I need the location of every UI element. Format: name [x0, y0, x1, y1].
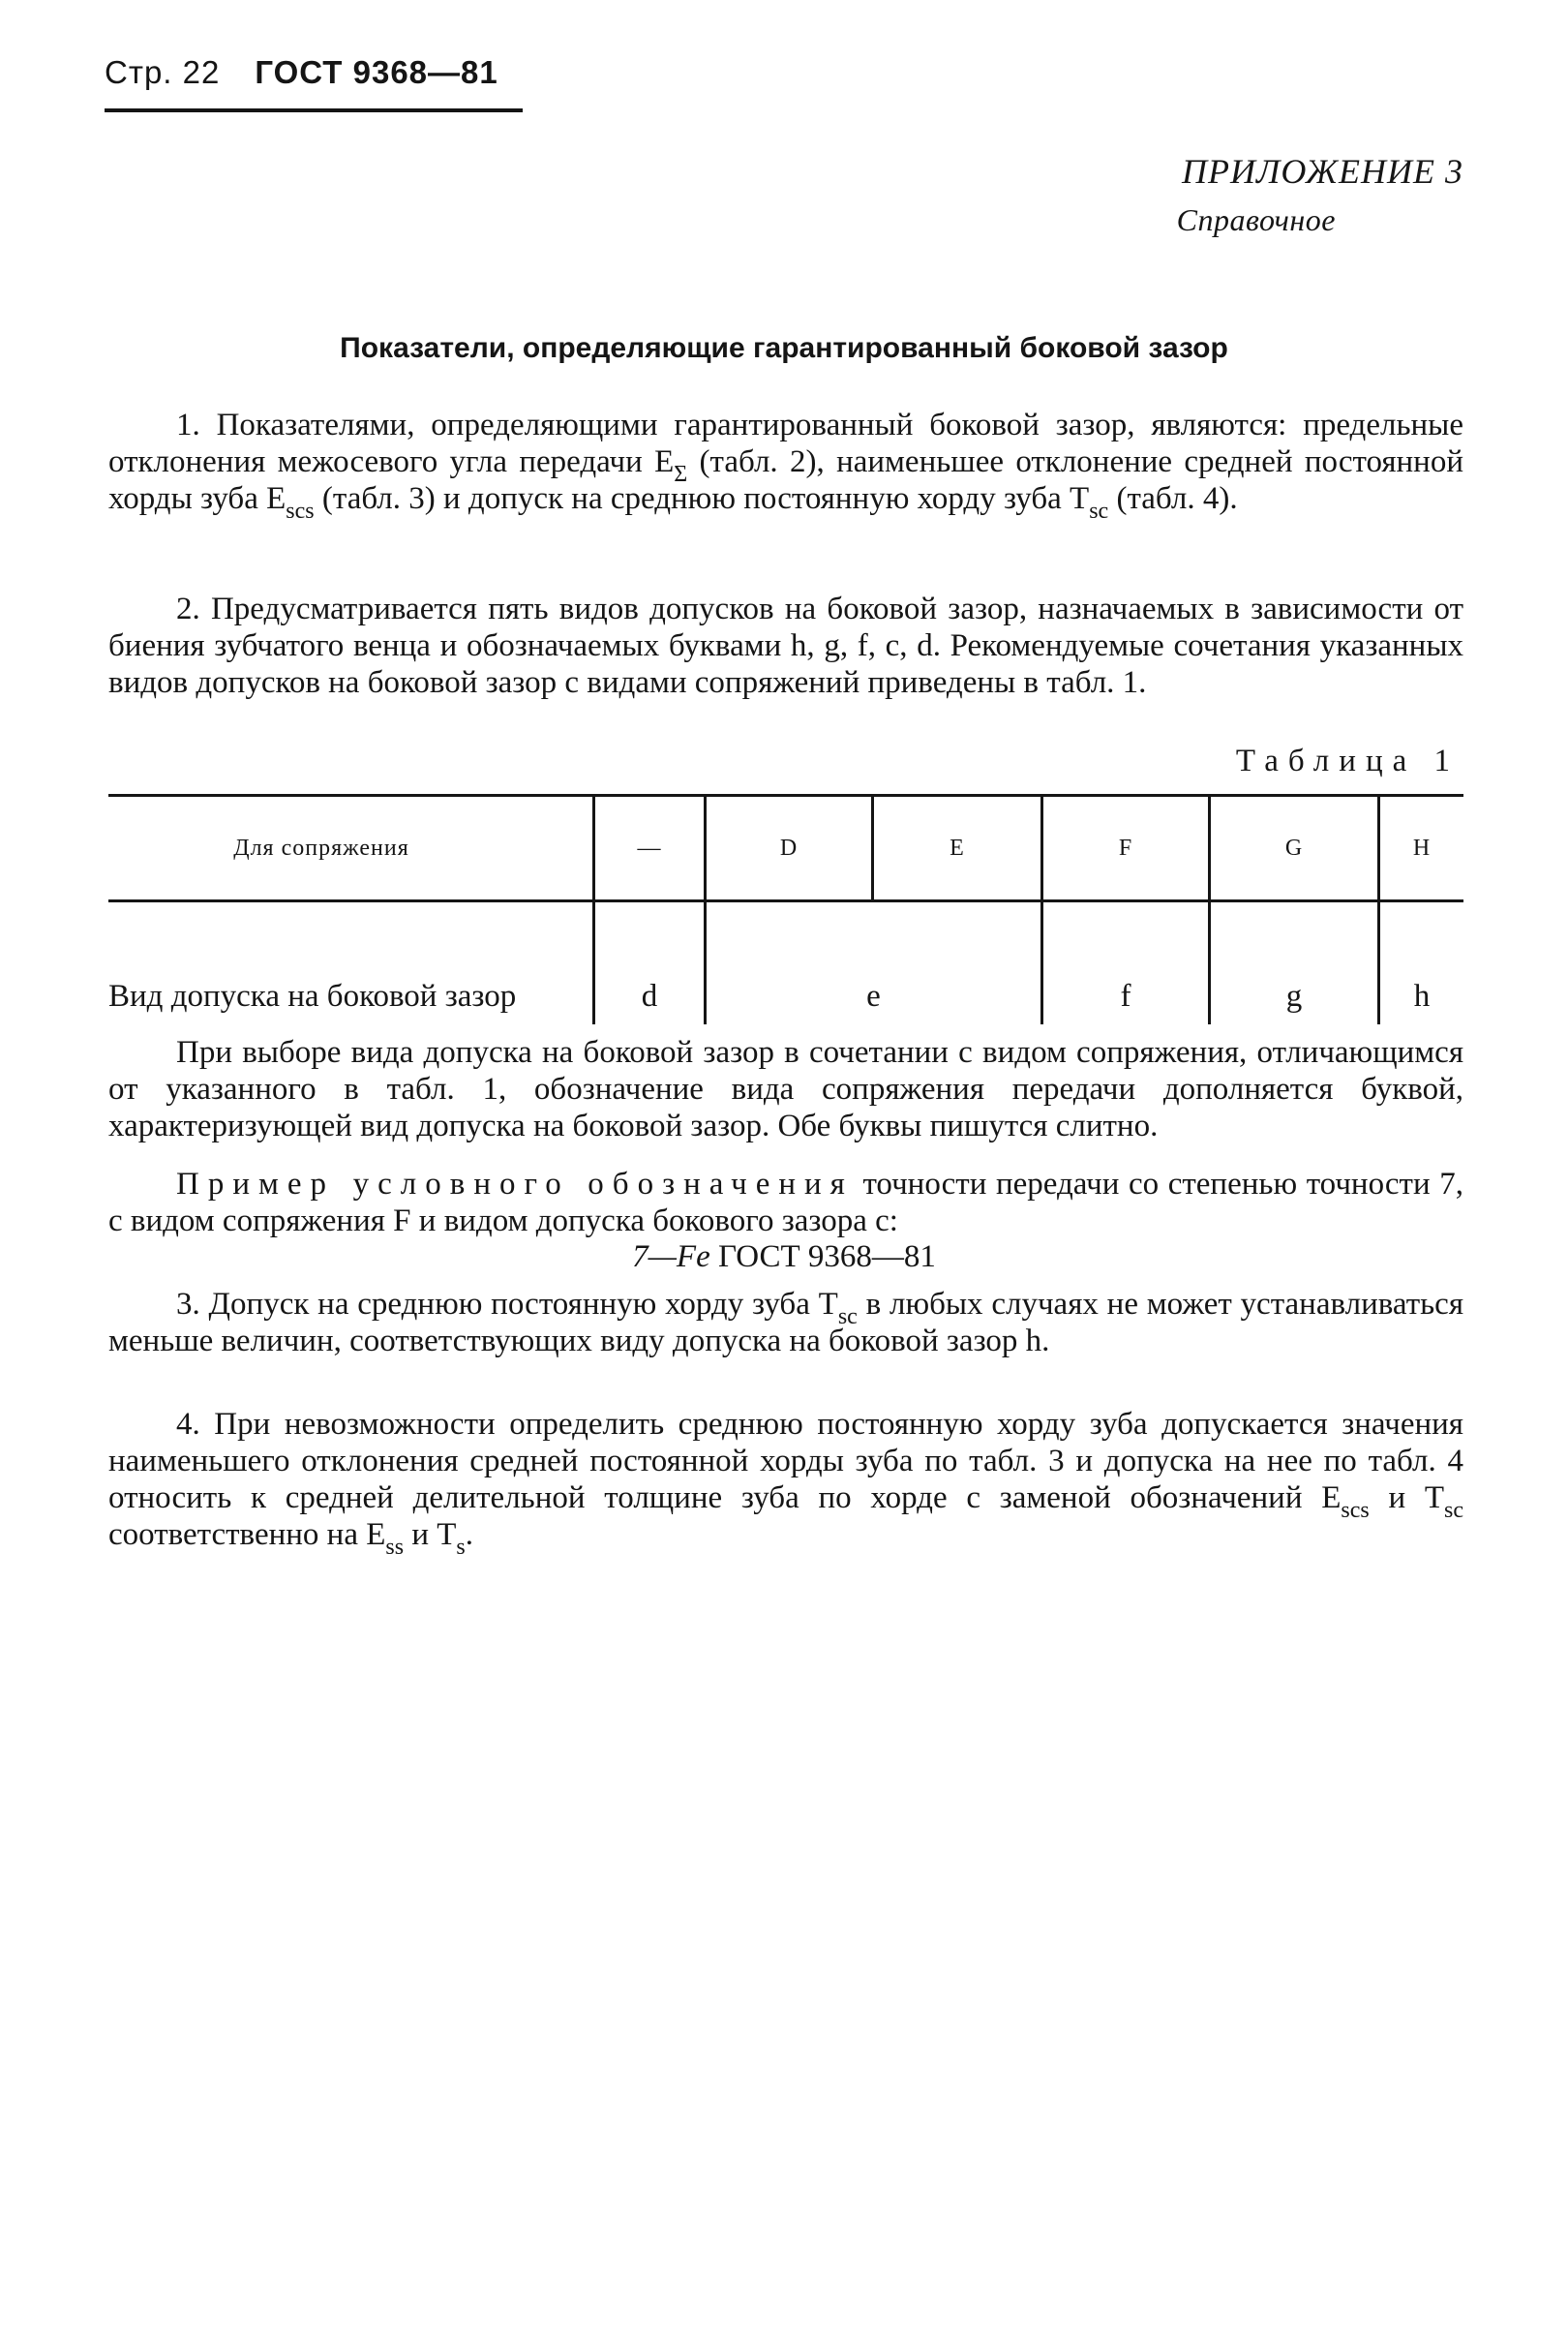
- p4-text-d: и T: [404, 1517, 457, 1552]
- paragraph-3: [108, 1286, 1463, 1359]
- table-row-label: Вид допуска на боковой зазор: [108, 979, 517, 1014]
- standard-number: ГОСТ 9368—81: [255, 54, 498, 90]
- p4-subscript-b: sc: [1444, 1498, 1463, 1523]
- table-cell: g: [1210, 901, 1379, 1025]
- table-cell: h: [1379, 901, 1464, 1025]
- p3-subscript-a: sc: [837, 1304, 858, 1329]
- paragraph-1: [108, 407, 1463, 524]
- page-number: Стр. 22: [105, 54, 221, 90]
- appendix-title: ПРИЛОЖЕНИЕ 3: [1182, 152, 1463, 191]
- table-header-cell: E: [873, 796, 1042, 901]
- example-lead: Пример условного обозначения: [176, 1167, 854, 1202]
- designation-rest: ГОСТ 9368—81: [709, 1239, 936, 1274]
- p4-subscript-a: scs: [1341, 1498, 1370, 1523]
- p3-text-a: 3. Допуск на среднюю постоянную хорду зуба T: [176, 1287, 838, 1322]
- p1-subscript-a: Σ: [674, 462, 688, 487]
- appendix-block: [1177, 147, 1463, 244]
- p1-subscript-b: scs: [286, 499, 315, 524]
- table-header-cell: H: [1379, 796, 1464, 901]
- table-cell: d: [594, 901, 706, 1025]
- table-header-cell: D: [706, 796, 873, 901]
- p4-text-a: 4. При невозможности определить среднюю постоянную хорду зуба допускается значения наименьшего отклонения средней постоянной хорды зуба по табл. 3 и допуска на нее по табл. 4 относить к средней делительной толщине зуба по хорде с заменой обозначений E: [108, 1407, 1463, 1515]
- p4-subscript-d: s: [456, 1535, 466, 1560]
- designation-italic: 7—Fe: [632, 1239, 710, 1274]
- paragraph-2: 2. Предусматривается пять видов допусков на боковой зазор, назначаемых в зависимости от биения зубчатого венца и обозначаемых буквами h, g, f, c, d. Рекомендуемые сочетания указанных видов допусков на боковой зазор с видами сопряжений приведены в табл. 1.: [108, 592, 1463, 700]
- table-header-cell: —: [594, 796, 706, 901]
- p4-subscript-c: ss: [385, 1535, 405, 1560]
- section-title: Показатели, определяющие гарантированный боковой зазор: [340, 332, 1228, 364]
- table-row: [108, 901, 1463, 1025]
- p1-subscript-c: sc: [1089, 499, 1109, 524]
- table-header-row: [108, 796, 1463, 901]
- p4-text-e: .: [465, 1517, 473, 1552]
- header-rule: [105, 108, 523, 112]
- example-text: точности передачи со степенью точности 7, с видом сопряжения F и видом допуска бокового зазора c:: [108, 1167, 1463, 1238]
- p4-text-c: соответственно на E: [108, 1517, 386, 1552]
- p3-text-b: в любых случаях не может устанавливаться меньше величин, соответствующих виду допуска на боковой зазор h.: [108, 1287, 1463, 1358]
- table-header-cell: F: [1042, 796, 1210, 901]
- p1-text-c: (табл. 3) и допуск на среднюю постоянную хорду зуба T: [314, 481, 1090, 516]
- p1-text-a: 1. Показателями, определяющими гарантированный боковой зазор, являются: предельные отклонения межосевого угла передачи E: [108, 408, 1463, 479]
- table-header-label: Для сопряжения: [108, 796, 594, 901]
- table-header-cell: G: [1210, 796, 1379, 901]
- table-1: [108, 794, 1463, 1024]
- example-paragraph: [108, 1166, 1463, 1239]
- paragraph-after-table: При выборе вида допуска на боковой зазор в сочетании с видом сопряжения, отличающимся от указанного в табл. 1, обозначение вида сопряжения передачи дополняется буквой, характеризующей вид допуска на боковой зазор. Обе буквы пишутся слитно.: [108, 1035, 1463, 1143]
- paragraph-4: [108, 1406, 1463, 1560]
- page-header: [105, 54, 498, 91]
- table-cell: f: [1042, 901, 1210, 1025]
- example-designation: [0, 1239, 1568, 1275]
- p1-text-d: (табл. 4).: [1108, 481, 1238, 516]
- table-cell: e: [706, 901, 1042, 1025]
- p1-text-b: (табл. 2), наименьшее отклонение средней постоянной хорды зуба E: [108, 444, 1463, 516]
- table-caption: Таблица 1: [1235, 744, 1460, 778]
- appendix-subtitle: Справочное: [1176, 202, 1336, 237]
- p4-text-b: и T: [1369, 1480, 1444, 1515]
